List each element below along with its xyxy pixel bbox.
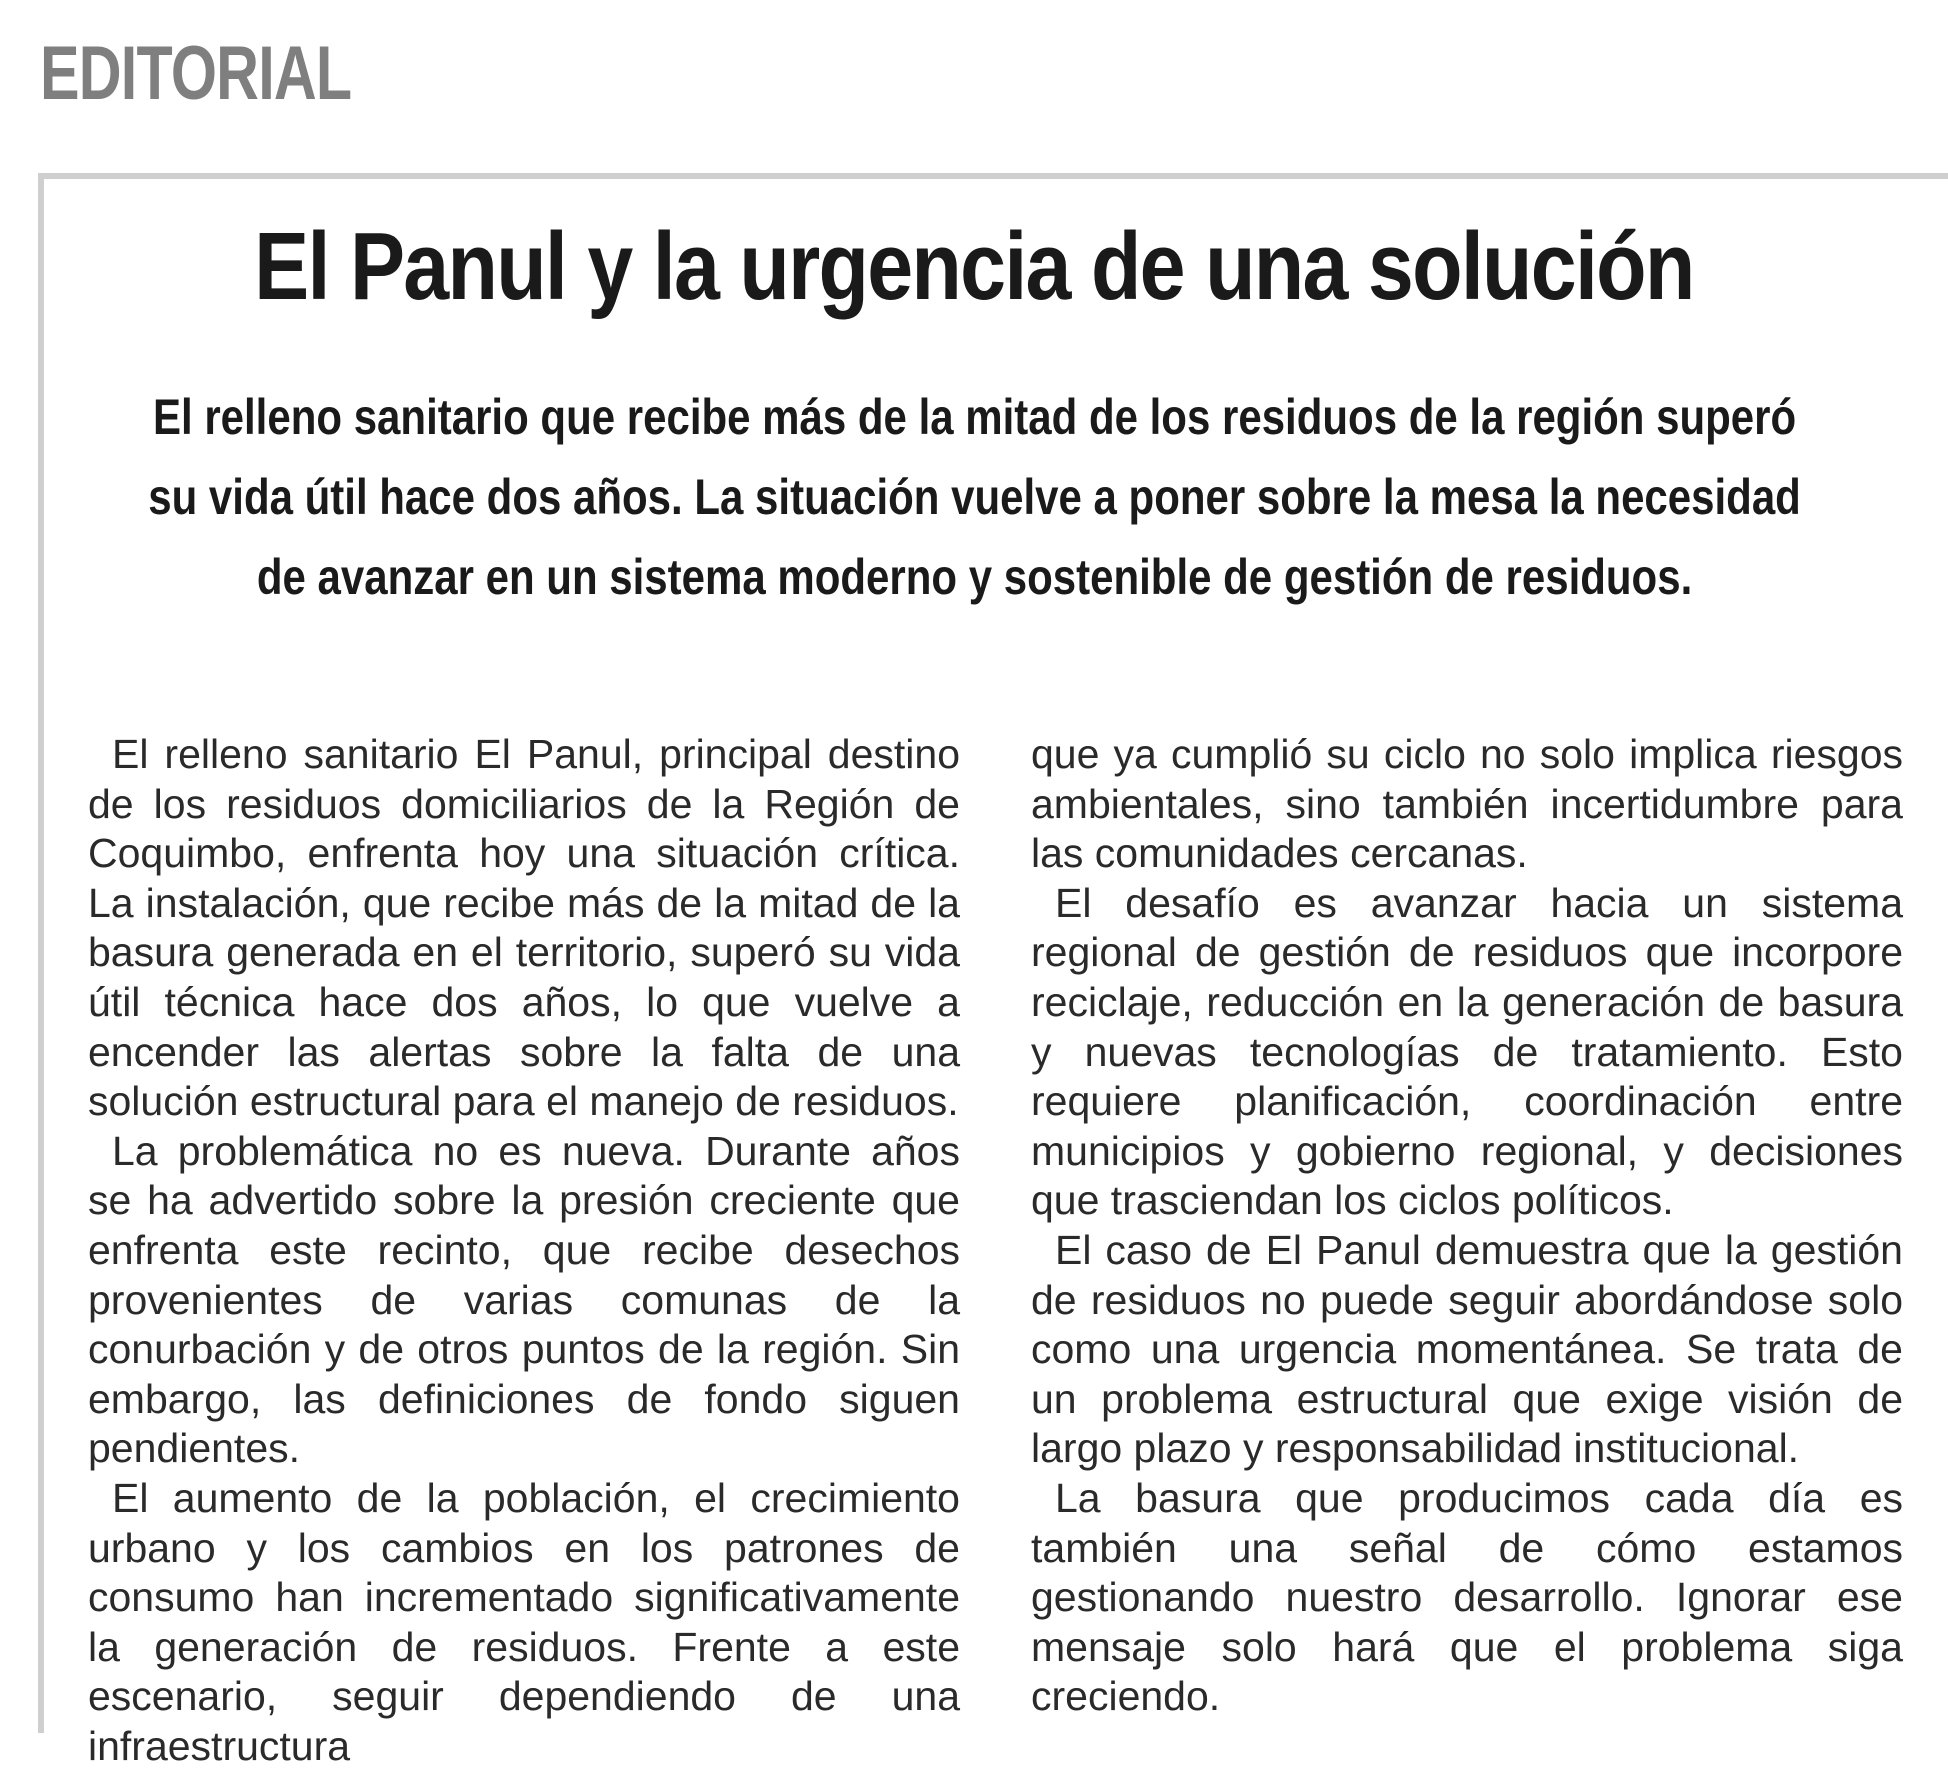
- paragraph: La problemática no es nueva. Durante años se ha advertido sobre la presión creciente que enfrenta este recinto, que recibe desechos provenientes de varias comunas de la conurbación y de otros puntos de la región. Sin embargo, las definiciones de fondo siguen pendientes.: [88, 1127, 960, 1472]
- headline: [0, 212, 1948, 322]
- section-label: EDITORIAL: [40, 31, 352, 116]
- paragraph: El caso de El Panul demuestra que la gestión de residuos no puede seguir abordándose solo como una urgencia momentánea. Se trata de un problema estructural que exige visión de largo plazo y responsabilidad institucional.: [1031, 1226, 1903, 1472]
- paragraph: El aumento de la población, el crecimiento urbano y los cambios en los patrones de consumo han incrementado significativamente la generación de residuos. Frente a este escenario, seguir dependiendo de una infraestructura: [88, 1474, 960, 1769]
- paragraph-continuation: que ya cumplió su ciclo no solo implica riesgos ambientales, sino también incertidumbre para las comunidades cercanas.: [1031, 731, 1903, 877]
- right-column: [1031, 730, 1903, 1722]
- article-body: [88, 730, 1904, 1769]
- deck-text: El relleno sanitario que recibe más de la mitad de los residuos de la región superó su vida útil hace dos años. La situación vuelve a poner sobre la mesa la necesidad de avanzar en un sistema moderno y sostenible de gestión de residuos.: [148, 389, 1802, 605]
- headline-text: El Panul y la urgencia de una solución: [254, 213, 1694, 320]
- paragraph: La basura que producimos cada día es también una señal de cómo estamos gestionando nuestro desarrollo. Ignorar ese mensaje solo hará que el problema siga creciendo.: [1031, 1474, 1903, 1720]
- deck: [130, 377, 1820, 617]
- paragraph: El desafío es avanzar hacia un sistema regional de gestión de residuos que incorpore reciclaje, reducción en la generación de basura y nuevas tecnologías de tratamiento. Esto requiere planificación, coordinación entre municipios y gobierno regional, y decisiones que trasciendan los ciclos políticos.: [1031, 879, 1903, 1224]
- left-column: [88, 730, 960, 1771]
- paragraph: El relleno sanitario El Panul, principal destino de los residuos domiciliarios de la Región de Coquimbo, enfrenta hoy una situación crítica. La instalación, que recibe más de la mitad de la basura generada en el territorio, superó su vida útil técnica hace dos años, lo que vuelve a encender las alertas sobre la falta de una solución estructural para el manejo de residuos.: [88, 731, 960, 1125]
